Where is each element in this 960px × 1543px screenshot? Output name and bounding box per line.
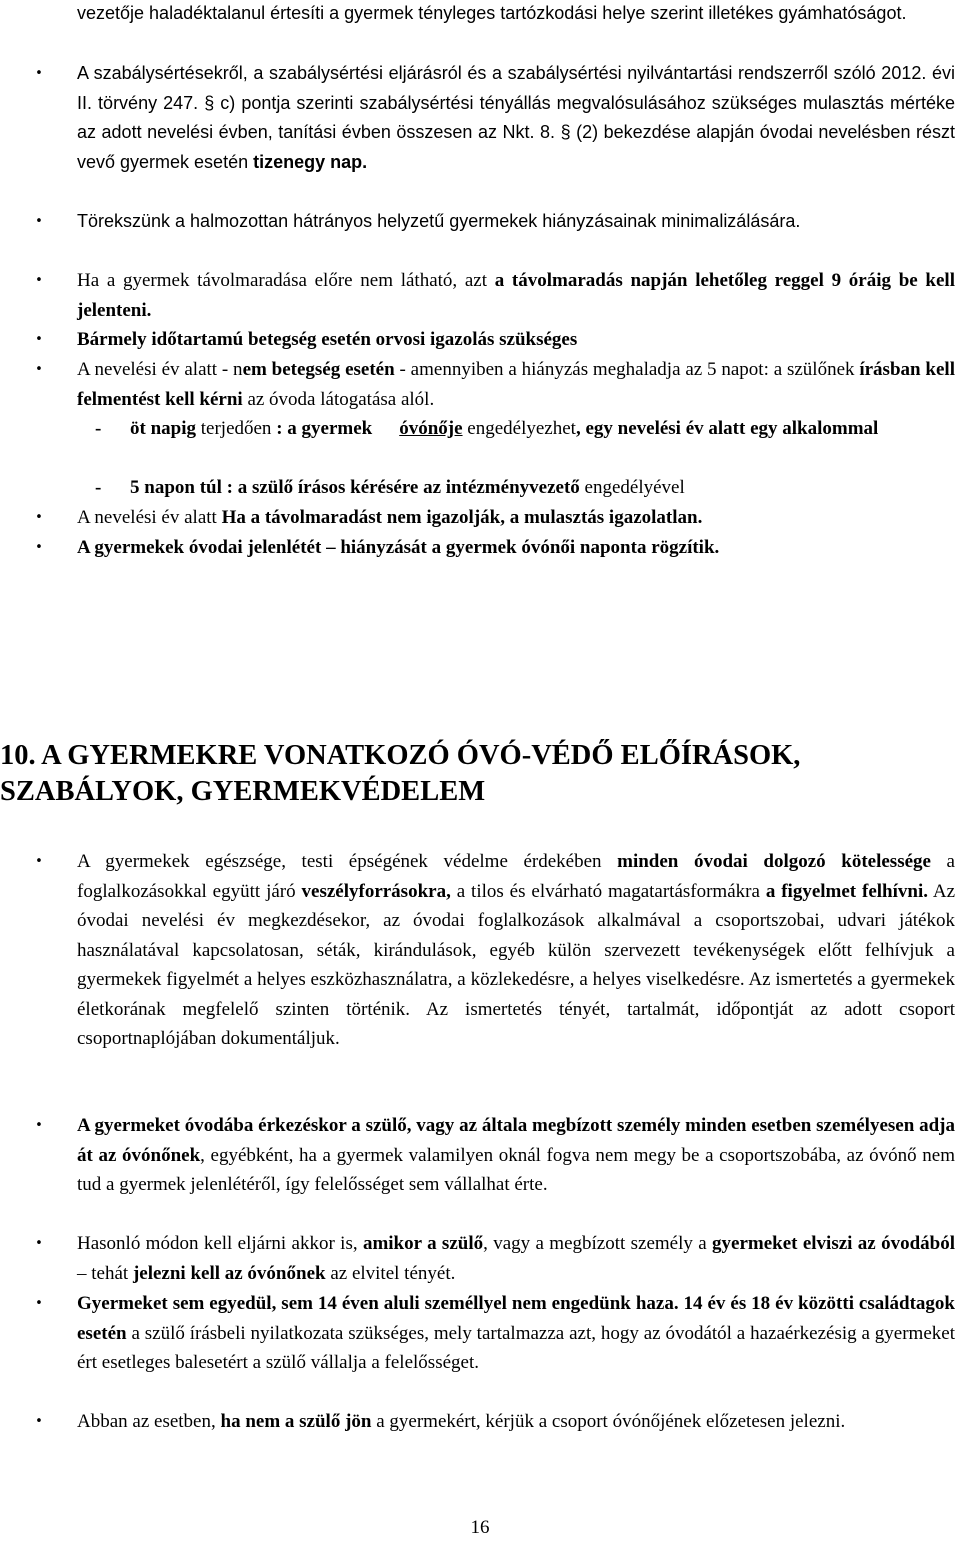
list-item: • A nevelési év alatt - nem betegség esetén - amennyiben a hiányzás meghaladja az 5 napot: a szülőnek írásban kell felmentést kell kérni az óvoda látogatása alól. <box>77 355 955 414</box>
list-item: • A gyermeket óvodába érkezéskor a szülő, vagy az általa megbízott személy minden esetben személyesen adja át az óvónőnek, egyébként, ha a gyermek valamilyen oknál fogva nem megy be a csoportszobába, az óvónő nem tud a gyermek jelenlétéről, így felelősséget sem vállalhat érte. <box>77 1111 955 1200</box>
list-item: • Abban az esetben, ha nem a szülő jön a gyermekért, kérjük a csoport óvónőjének előzetesen jelezni. <box>77 1407 955 1437</box>
list-item: • A szabálysértésekről, a szabálysértési eljárásról és a szabálysértési nyilvántartási rendszerről szóló 2012. évi II. törvény 247. § c) pontja szerinti szabálysértési tényállás megvalósulásához szükséges mulasztás mértéke az adott nevelési évben, tanítási évben összesen az Nkt. 8. § (2) bekezdése alapján óvodai nevelésben részt vevő gyermek esetén tizenegy nap. <box>77 59 955 177</box>
paragraph-text: vezetője haladéktalanul értesíti a gyermek tényleges tartózkodási helye szerint illetékes gyámhatóságot. <box>77 3 907 23</box>
list-item: • Ha a gyermek távolmaradása előre nem látható, azt a távolmaradás napján lehetőleg reggel 9 óráig be kell jelenteni. <box>77 266 955 325</box>
section-heading: 10. A GYERMEKRE VONATKOZÓ ÓVÓ-VÉDŐ ELŐÍRÁSOK, SZABÁLYOK, GYERMEKVÉDELEM <box>0 740 801 807</box>
dash-item: - öt napig terjedően : a gyermek óvónője engedélyezhet, egy nevelési év alatt egy alkalommal <box>95 418 879 439</box>
list-item: • Törekszünk a halmozottan hátrányos helyzetű gyermekek hiányzásainak minimalizálására. <box>77 207 955 237</box>
list-item: • Gyermeket sem egyedül, sem 14 éven aluli személlyel nem engedünk haza. 14 év és 18 év közötti családtagok esetén a szülő írásbeli nyilatkozata szükséges, mely tartalmazza azt, hogy az óvodától a hazaérkezésig a gyermeket ért esetleges balesetért a szülő vállalja a felelősséget. <box>77 1289 955 1378</box>
bullet-icon: • <box>35 1236 43 1251</box>
bullet-icon: • <box>35 273 43 288</box>
list-item: • A gyermekek óvodai jelenlétét – hiányzását a gyermek óvónői naponta rögzítik. <box>77 533 955 563</box>
bullet-icon: • <box>35 1118 43 1133</box>
list-item: • A gyermekek egészsége, testi épségének védelme érdekében minden óvodai dolgozó kötelessége a foglalkozásokkal együtt járó veszélyforrásokra, a tilos és elvárható magatartásformákra a figyelmet felhívni. Az óvodai nevelési év megkezdésekor, az óvodai foglalkozások alkalmával a csoportszobai, udvari játékok használatával kapcsolatosan, séták, kirándulások, egyéb külön szervezett tevékenységek előtt felhívjuk a gyermekek figyelmét a helyes eszközhasználatra, a közlekedésre, a helyes viselkedésre. Az ismertetés a gyermekek életkorának megfelelő szinten történik. Az ismertetés tényét, tartalmát, időpontját az adott csoport csoportnaplójában dokumentáljuk. <box>77 847 955 1054</box>
continued-paragraph <box>77 0 955 29</box>
dash-item: - 5 napon túl : a szülő írásos kérésére az intézményvezető engedélyével <box>95 477 685 498</box>
list-item: • Bármely időtartamú betegség esetén orvosi igazolás szükséges <box>77 325 955 355</box>
bullet-icon: • <box>35 540 43 555</box>
page-number: 16 <box>470 1517 490 1538</box>
list-item: • Hasonló módon kell eljárni akkor is, amikor a szülő, vagy a megbízott személy a gyermeket elviszi az óvodából – tehát jelezni kell az óvónőnek az elvitel tényét. <box>77 1229 955 1288</box>
bullet-icon: • <box>35 1296 43 1311</box>
bullet-icon: • <box>35 854 43 869</box>
bullet-icon: • <box>35 332 43 347</box>
bullet-icon: • <box>35 1414 43 1429</box>
bullet-icon: • <box>35 66 43 81</box>
bullet-icon: • <box>35 214 43 229</box>
bullet-icon: • <box>35 362 43 377</box>
bullet-icon: • <box>35 510 43 525</box>
list-item: • A nevelési év alatt Ha a távolmaradást nem igazolják, a mulasztás igazolatlan. <box>77 503 955 533</box>
